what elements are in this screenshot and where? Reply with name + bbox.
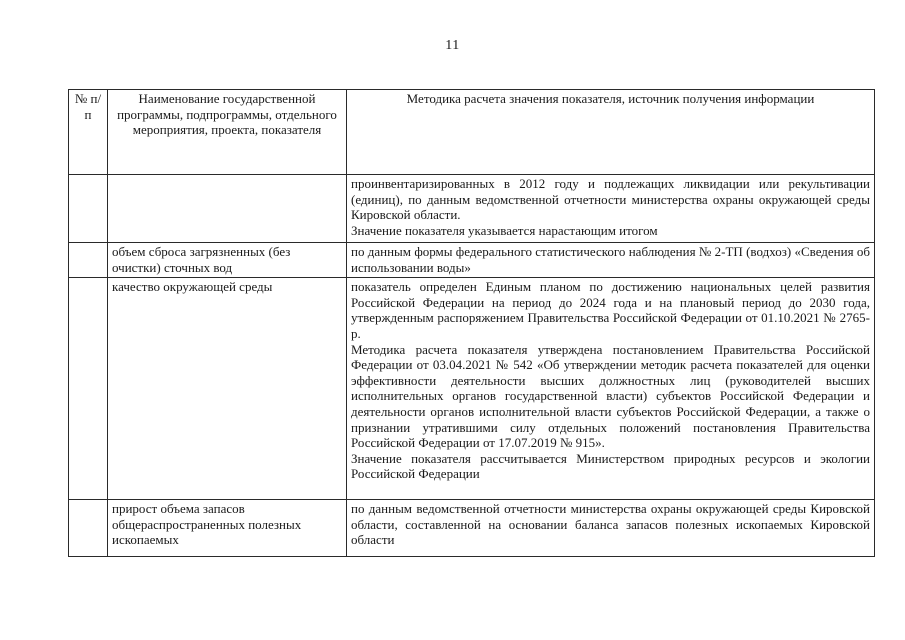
cell-name (108, 175, 347, 243)
cell-number (69, 278, 108, 500)
cell-method (347, 243, 875, 278)
method-paragraph: показатель определен Единым планом по достижению национальных целей развития Российской Федерации на период до 2024 года и на плановый период до 2030 года, утвержденным распоряжением Правительства Российской Федерации от 01.10.2021 № 2765-р. (351, 279, 870, 341)
cell-name: качество окружающей среды (108, 278, 347, 500)
table-row (69, 175, 875, 243)
cell-number (69, 175, 108, 243)
method-paragraph: Значение показателя рассчитывается Министерством природных ресурсов и экологии Российской Федерации (351, 450, 870, 482)
cell-name: прирост объема запасов общераспространенных полезных ископаемых (108, 500, 347, 557)
indicator-methodology-table (68, 89, 875, 557)
header-method: Методика расчета значения показателя, источник получения информации (347, 90, 875, 175)
header-name: Наименование государственной программы, подпрограммы, отдельного мероприятия, проекта, показателя (108, 90, 347, 175)
cell-method (347, 500, 875, 557)
page-number: 11 (445, 38, 460, 53)
method-paragraph: по данным ведомственной отчетности министерства охраны окружающей среды Кировской области, составленной на основании баланса запасов полезных ископаемых Кировской области (351, 501, 870, 548)
table-row (69, 278, 875, 500)
table-header-row (69, 90, 875, 175)
table-row (69, 243, 875, 278)
table-row (69, 500, 875, 557)
method-paragraph: проинвентаризированных в 2012 году и подлежащих ликвидации или рекультивации (единиц), по данным ведомственной отчетности министерства охраны окружающей среды Кировской области. (351, 176, 870, 223)
cell-method (347, 175, 875, 243)
header-number: № п/п (69, 90, 108, 175)
cell-name: объем сброса загрязненных (без очистки) сточных вод (108, 243, 347, 278)
method-paragraph: по данным формы федерального статистического наблюдения № 2-ТП (водхоз) «Сведения об использовании воды» (351, 244, 870, 275)
cell-method (347, 278, 875, 500)
cell-number (69, 243, 108, 278)
method-paragraph: Методика расчета показателя утверждена постановлением Правительства Российской Федерации от 03.04.2021 № 542 «Об утверждении методик расчета показателей для оценки эффективности деятельности высших должностных лиц (руководителей высших исполнительных органов государственной власти) субъектов Российской Федерации и деятельности органов исполнительной власти субъектов Российской Федерации, а также о признании утратившими силу отдельных положений постановления Правительства Российской Федерации от 17.07.2019 № 915». (351, 341, 870, 451)
method-paragraph: Значение показателя указывается нарастающим итогом (351, 222, 658, 238)
cell-number (69, 500, 108, 557)
